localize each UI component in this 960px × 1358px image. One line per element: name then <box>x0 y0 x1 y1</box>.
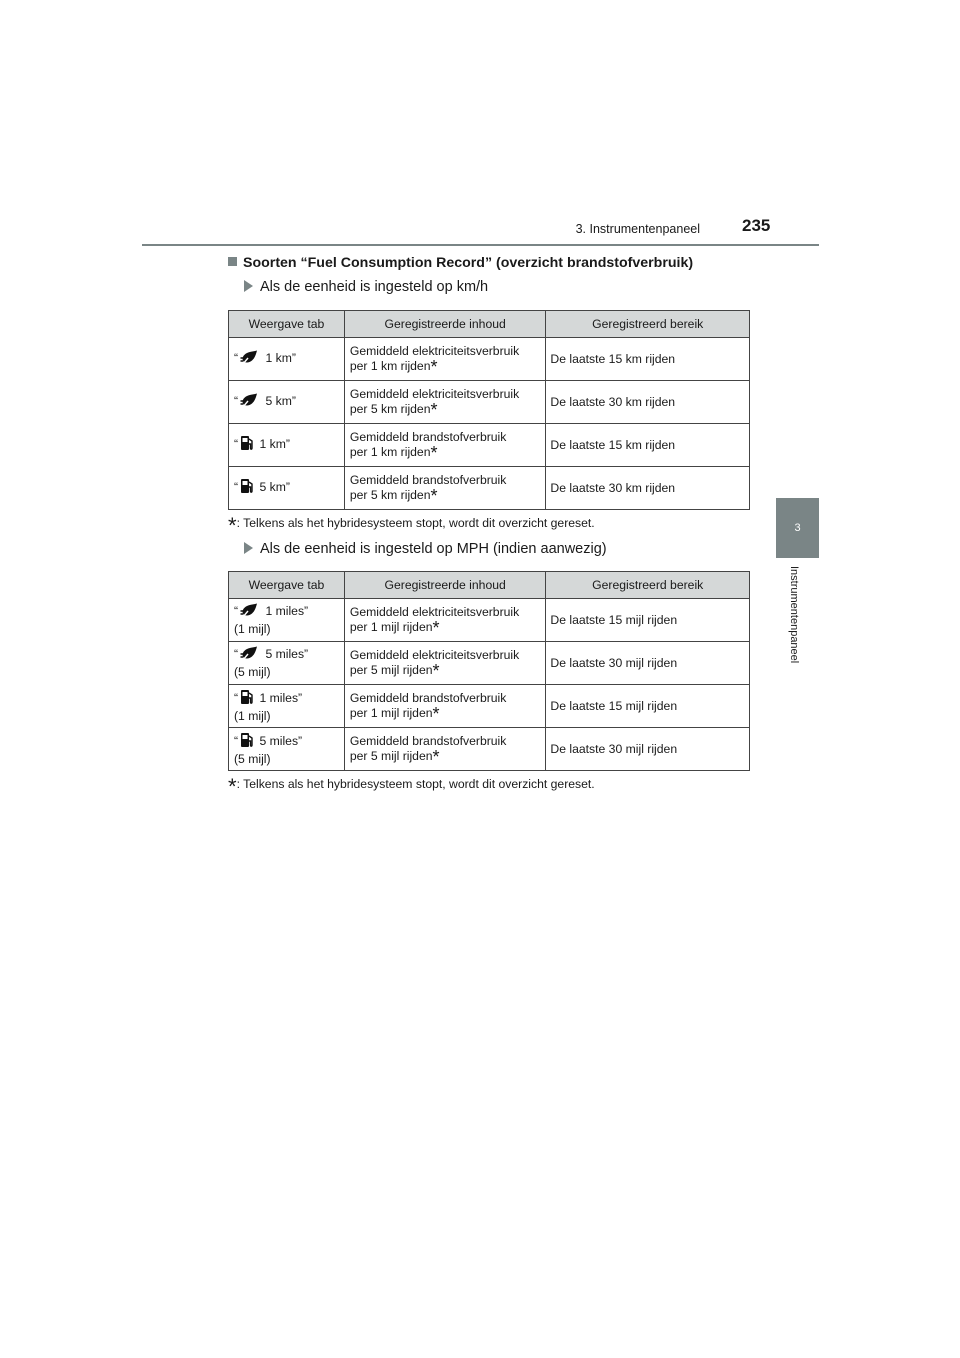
asterisk-mark: * <box>432 747 440 767</box>
footnote-km: *: Telkens als het hybridesysteem stopt, wordt dit overzicht gereset. <box>228 513 595 538</box>
triangle-bullet-icon <box>244 542 253 554</box>
tab-label: 1 km” <box>265 350 296 365</box>
ev-plug-icon <box>240 350 260 369</box>
column-header: Weergave tab <box>229 311 345 338</box>
open-quote: “ <box>234 350 239 365</box>
display-tab-cell <box>229 728 345 771</box>
display-tab-cell <box>229 338 345 381</box>
display-tab-cell <box>229 424 345 467</box>
asterisk-mark: * <box>432 618 440 638</box>
range-cell: De laatste 15 mijl rijden <box>546 599 750 642</box>
range-cell: De laatste 15 km rijden <box>546 424 750 467</box>
column-header: Geregistreerde inhoud <box>344 311 546 338</box>
open-quote: “ <box>234 604 239 618</box>
mph-record-table <box>228 571 750 771</box>
tab-label-alt: (1 mijl) <box>234 622 271 636</box>
tab-label: 5 km” <box>259 480 290 494</box>
table-row <box>229 642 750 685</box>
section-title: 3. Instrumentenpaneel <box>575 222 700 236</box>
asterisk-mark: * <box>432 704 440 724</box>
content-cell <box>344 424 546 467</box>
open-quote: “ <box>234 733 239 748</box>
ev-plug-icon <box>240 393 260 412</box>
open-quote: “ <box>234 647 239 661</box>
range-cell: De laatste 15 km rijden <box>546 338 750 381</box>
tab-label: 5 miles” <box>259 733 303 748</box>
range-cell: De laatste 30 mijl rijden <box>546 642 750 685</box>
content-line-2: per 1 mijl rijden <box>349 706 433 720</box>
ev-plug-icon <box>240 603 260 622</box>
fuel-pump-icon <box>240 478 254 498</box>
content-line-2: per 1 km rijden <box>349 359 431 373</box>
page-number: 235 <box>742 216 771 235</box>
table-row <box>229 381 750 424</box>
content-line-1: Gemiddeld elektriciteitsverbruik <box>349 344 520 358</box>
content-line-1: Gemiddeld elektriciteitsverbruik <box>349 605 520 619</box>
tab-label: 1 km” <box>259 437 290 451</box>
column-header: Geregistreerd bereik <box>546 572 750 599</box>
tab-label-alt: (5 mijl) <box>234 665 271 679</box>
content-line-1: Gemiddeld elektriciteitsverbruik <box>349 387 520 401</box>
km-record-table <box>228 310 750 510</box>
content-line-2: per 1 mijl rijden <box>349 620 433 634</box>
asterisk-mark: * <box>430 486 438 506</box>
table-row <box>229 599 750 642</box>
asterisk-mark: * <box>430 443 438 463</box>
display-tab-cell <box>229 381 345 424</box>
ev-plug-icon <box>240 646 260 665</box>
open-quote: “ <box>234 393 239 408</box>
triangle-bullet-icon <box>244 280 253 292</box>
content-line-2: per 5 km rijden <box>349 402 431 416</box>
content-cell <box>344 599 546 642</box>
header-rule <box>142 244 819 246</box>
display-tab-cell <box>229 599 345 642</box>
chapter-tab-label: Instrumentenpaneel <box>788 566 800 664</box>
open-quote: “ <box>234 480 239 494</box>
range-cell: De laatste 30 km rijden <box>546 381 750 424</box>
display-tab-cell <box>229 685 345 728</box>
content-line-2: per 5 km rijden <box>349 488 431 502</box>
content-line-2: per 1 km rijden <box>349 445 431 459</box>
content-cell <box>344 338 546 381</box>
tab-label-alt: (1 mijl) <box>234 708 271 723</box>
square-bullet-icon <box>228 257 237 266</box>
table-row <box>229 467 750 510</box>
display-tab-cell <box>229 642 345 685</box>
tab-label: 5 km” <box>265 393 296 408</box>
content-line-1: Gemiddeld brandstofverbruik <box>349 734 507 748</box>
content-line-2: per 5 mijl rijden <box>349 749 433 763</box>
column-header: Weergave tab <box>229 572 345 599</box>
chapter-tab-number: 3 <box>776 498 819 558</box>
section-heading: Soorten “Fuel Consumption Record” (overzicht brandstofverbruik) <box>228 255 693 271</box>
tab-label: 1 miles” <box>259 690 303 705</box>
subheading-km: Als de eenheid is ingesteld op km/h <box>244 279 488 295</box>
tab-label-alt: (5 mijl) <box>234 751 271 766</box>
footnote-asterisk: * <box>228 513 237 538</box>
table-row <box>229 338 750 381</box>
fuel-pump-icon <box>240 435 254 455</box>
column-header: Geregistreerd bereik <box>546 311 750 338</box>
display-tab-cell <box>229 467 345 510</box>
range-cell: De laatste 30 km rijden <box>546 467 750 510</box>
open-quote: “ <box>234 690 239 705</box>
range-cell: De laatste 15 mijl rijden <box>546 685 750 728</box>
range-cell: De laatste 30 mijl rijden <box>546 728 750 771</box>
content-cell <box>344 381 546 424</box>
table-header-row <box>229 311 750 338</box>
content-line-1: Gemiddeld brandstofverbruik <box>349 691 507 705</box>
table-header-row <box>229 572 750 599</box>
column-header: Geregistreerde inhoud <box>344 572 546 599</box>
content-line-1: Gemiddeld elektriciteitsverbruik <box>349 648 520 662</box>
fuel-pump-icon <box>240 689 254 709</box>
content-line-2: per 5 mijl rijden <box>349 663 433 677</box>
content-line-1: Gemiddeld brandstofverbruik <box>349 430 507 444</box>
tab-label: 5 miles” <box>265 647 309 661</box>
asterisk-mark: * <box>430 357 438 377</box>
asterisk-mark: * <box>432 661 440 681</box>
tab-label: 1 miles” <box>265 604 309 618</box>
asterisk-mark: * <box>430 400 438 420</box>
table-row <box>229 685 750 728</box>
content-line-1: Gemiddeld brandstofverbruik <box>349 473 507 487</box>
footnote-mph: *: Telkens als het hybridesysteem stopt, wordt dit overzicht gereset. <box>228 774 595 799</box>
open-quote: “ <box>234 437 239 451</box>
table-row <box>229 424 750 467</box>
fuel-pump-icon <box>240 732 254 752</box>
subheading-mph: Als de eenheid is ingesteld op MPH (indien aanwezig) <box>244 541 607 557</box>
content-cell <box>344 728 546 771</box>
content-cell <box>344 685 546 728</box>
content-cell <box>344 467 546 510</box>
content-cell <box>344 642 546 685</box>
footnote-asterisk: * <box>228 774 237 799</box>
table-row <box>229 728 750 771</box>
